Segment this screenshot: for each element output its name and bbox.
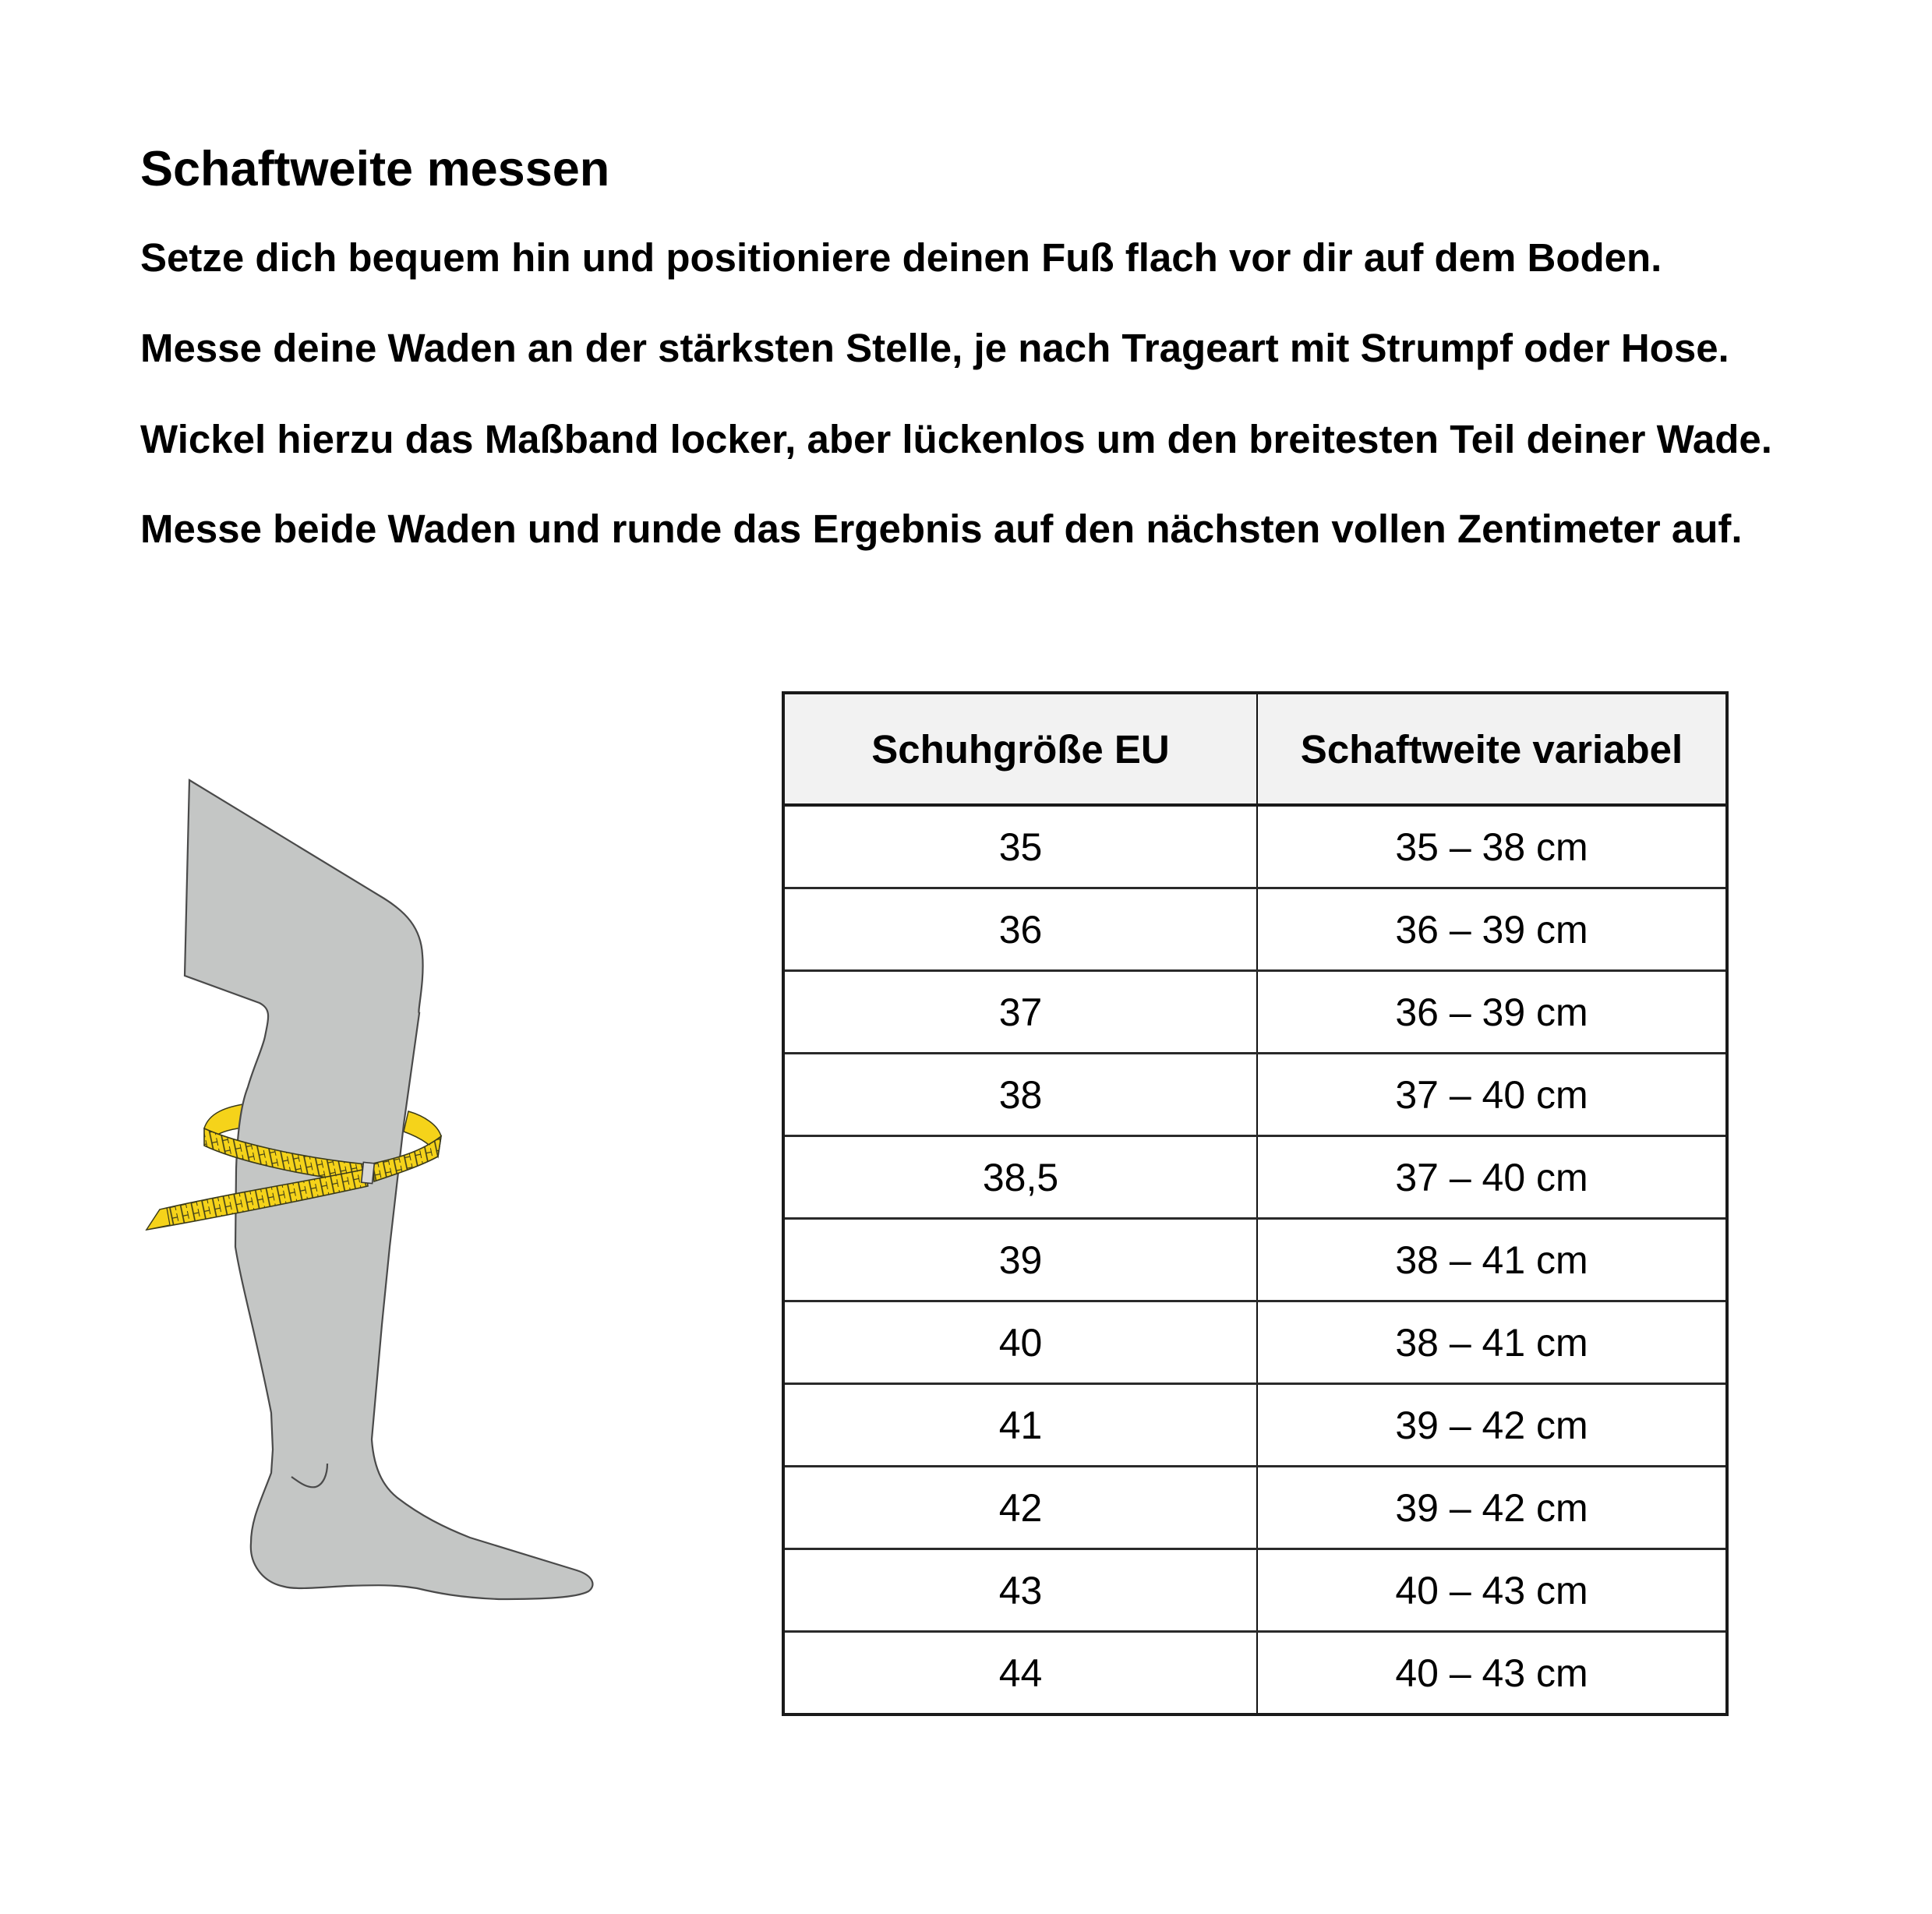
shoe-size-cell: 41 — [783, 1384, 1257, 1467]
instruction-step-4: Messe beide Waden und runde das Ergebnis auf den nächsten vollen Zentimeter auf. — [140, 507, 1743, 551]
table-row — [783, 805, 1727, 888]
table-row — [783, 1467, 1727, 1549]
shaft-width-cell: 38 – 41 cm — [1257, 1301, 1727, 1384]
table-row — [783, 1301, 1727, 1384]
leg-with-measuring-tape-icon — [132, 764, 616, 1613]
instruction-step-1: Setze dich bequem hin und positioniere deinen Fuß flach vor dir auf dem Boden. — [140, 235, 1662, 280]
shoe-size-cell: 44 — [783, 1632, 1257, 1715]
shoe-size-cell: 43 — [783, 1549, 1257, 1632]
shoe-size-cell: 39 — [783, 1219, 1257, 1301]
shoe-size-cell: 38 — [783, 1054, 1257, 1136]
table-row — [783, 1219, 1727, 1301]
shaft-width-cell: 39 – 42 cm — [1257, 1384, 1727, 1467]
shoe-size-cell: 35 — [783, 805, 1257, 888]
column-header-shoe-size: Schuhgröße EU — [783, 693, 1257, 805]
table-row — [783, 888, 1727, 971]
table-header-row — [783, 693, 1727, 805]
shaft-width-cell: 35 – 38 cm — [1257, 805, 1727, 888]
size-table — [782, 691, 1729, 1716]
table-row — [783, 1384, 1727, 1467]
shaft-width-cell: 40 – 43 cm — [1257, 1632, 1727, 1715]
shoe-size-cell: 37 — [783, 971, 1257, 1054]
table-row — [783, 1136, 1727, 1219]
shaft-width-cell: 36 – 39 cm — [1257, 888, 1727, 971]
shoe-size-cell: 42 — [783, 1467, 1257, 1549]
table-row — [783, 1632, 1727, 1715]
shaft-width-cell: 37 – 40 cm — [1257, 1136, 1727, 1219]
table-row — [783, 971, 1727, 1054]
leg-illustration — [132, 764, 616, 1613]
leg-silhouette — [185, 780, 592, 1599]
table-row — [783, 1549, 1727, 1632]
shaft-width-cell: 40 – 43 cm — [1257, 1549, 1727, 1632]
instruction-step-2: Messe deine Waden an der stärksten Stelle, je nach Trageart mit Strumpf oder Hose. — [140, 326, 1729, 370]
column-header-shaft-width: Schaftweite variabel — [1257, 693, 1727, 805]
page-title: Schaftweite messen — [140, 142, 610, 196]
shaft-width-cell: 38 – 41 cm — [1257, 1219, 1727, 1301]
tape-buckle — [362, 1162, 375, 1183]
shoe-size-cell: 36 — [783, 888, 1257, 971]
table-row — [783, 1054, 1727, 1136]
shaft-width-cell: 37 – 40 cm — [1257, 1054, 1727, 1136]
shoe-size-cell: 38,5 — [783, 1136, 1257, 1219]
shaft-width-cell: 36 – 39 cm — [1257, 971, 1727, 1054]
instruction-step-3: Wickel hierzu das Maßband locker, aber lückenlos um den breitesten Teil deiner Wade. — [140, 417, 1772, 461]
shoe-size-cell: 40 — [783, 1301, 1257, 1384]
shaft-width-cell: 39 – 42 cm — [1257, 1467, 1727, 1549]
